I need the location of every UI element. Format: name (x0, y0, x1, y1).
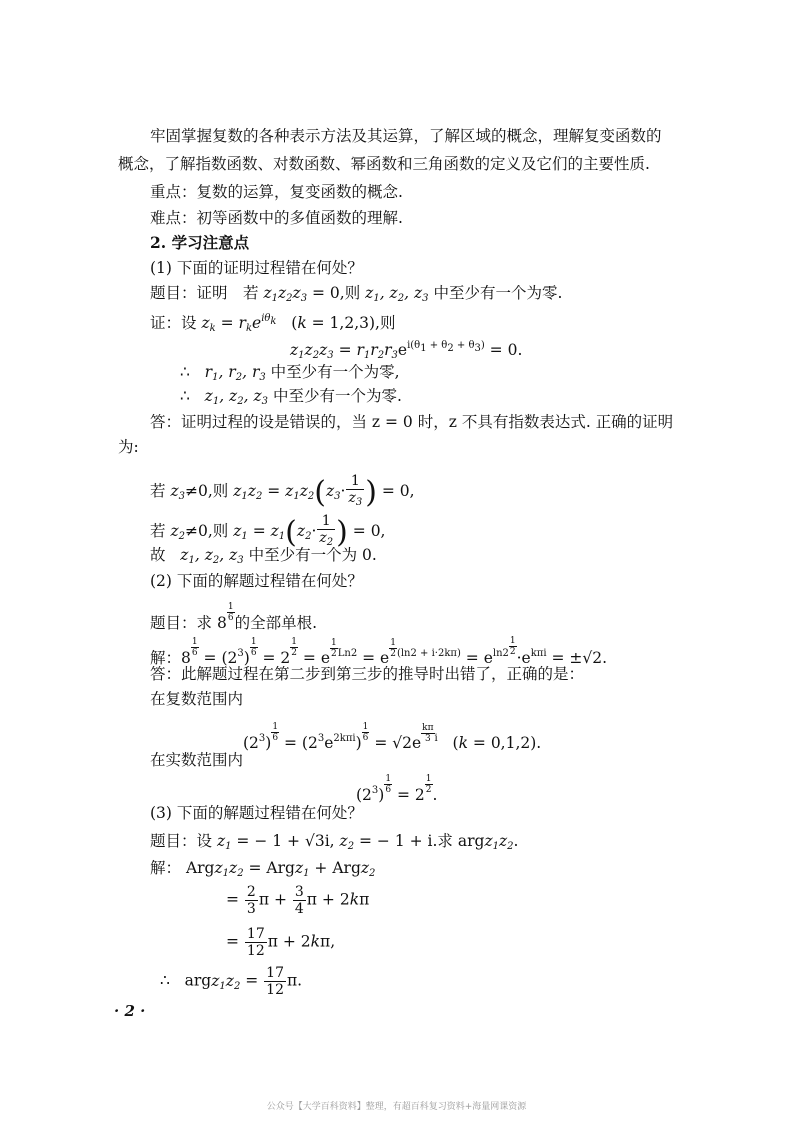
question-1-proof: 证：设 $z_k = r_ke^{i\theta_k}$ (k = 1,2,3),则 (150, 313, 396, 334)
footer-watermark: 公众号【大学百科资料】整理，有超百科复习资料+海量网课资源 (266, 1102, 527, 1112)
therefore-line-2 (180, 386, 402, 412)
intro-line-1: 牢固掌握复数的各种表示方法及其运算，了解区域的概念，理解复变函数的 (150, 127, 662, 145)
complex-range-label: 在复数范围内 (150, 690, 244, 708)
question-2-problem: 题目：求 8 $\frac{1}{6}$ 的全部单根. (150, 602, 317, 632)
conclusion-prefix: 故 (150, 546, 166, 564)
problem-prefix: 题目：设 (150, 832, 213, 850)
case-1: 若 $z_3\ne 0$,则 $z_1z_2 = z_1z_2(z_3\cdot$ $\frac{1}{z_3}$ ) = 0, (150, 473, 415, 510)
math-expression: $z_k = r_ke^{i\theta_k}$ (201, 313, 277, 334)
question-2-solution: 解：8 $\frac{1}{6}$ = $(2^3)$ $\frac{1}{6}$ = 2 $\frac{1}{2}$ = e $^{\frac{1}{2} Ln2}$ = e $^{\frac{1}{2} (ln2 + i\cdot 2k\pi)} = e^{ln2 \frac{1}{2}}$ $\cdot e^{k\pi i} = \pm√2$. (150, 636, 608, 667)
math-product-equation: $z_1z_2z_3 = r_1r_2r_3e^{i(\theta_1 + \theta_2 + \theta_3)} = 0$. (290, 340, 523, 361)
therefore-text: 中至少有一个为零. (272, 387, 402, 405)
math-expression: $r_1$, $r_2$, $r_3$ (204, 363, 266, 383)
math-expression: $z_1z_2z_3$ (263, 284, 308, 304)
answer-2: 答：此解题过程在第二步到第三步的推导时出错了，正确的是： (150, 665, 585, 683)
question-3-solution-line-2: = $\frac{2}{3}$ π + $\frac{3}{4}$ π + 2kπ (226, 884, 370, 917)
therefore-icon: ∴ (160, 971, 170, 990)
conclusion: 故 $z_1$, $z_2$, $z_3$ 中至少有一个为 0. (150, 546, 377, 566)
difficulties: 难点：初等函数中的多值函数的理解. (150, 209, 403, 227)
proof-prefix: 证：设 (150, 314, 197, 332)
real-range-label: 在实数范围内 (150, 751, 244, 769)
problem-prefix: 题目：求 (150, 614, 213, 632)
therefore-icon: ∴ (180, 387, 190, 405)
therefore-text: 中至少有一个为零, (270, 363, 400, 381)
problem-suffix: 中至少有一个为零. (433, 284, 563, 302)
proof-mid: 则 (379, 314, 396, 332)
math-expression: $z_1$, $z_2$, $z_3$ (365, 284, 429, 304)
intro-line-2: 概念，了解指数函数、对数函数、幂函数和三角函数的定义及它们的主要性质. (118, 155, 650, 173)
question-1-problem: 题目：证明 若 $z_1z_2z_3 = 0$,则 $z_1$, $z_2$, $z_3$ 中至少有一个为零. (150, 284, 563, 304)
case-prefix: 若 (150, 522, 166, 540)
therefore-line-1 (180, 362, 400, 388)
therefore-icon: ∴ (180, 363, 190, 381)
case-2: 若 $z_2\ne 0$,则 $z_1 = z_1(z_2\cdot$ $\frac{1}{z_2}$ ) = 0, (150, 513, 386, 550)
case-mid: 则 (212, 482, 229, 500)
case-mid: 则 (212, 522, 229, 540)
question-3-solution-line-3: = $\frac{17}{12}$ π + 2kπ, (226, 926, 336, 959)
key-points: 重点：复数的运算，复变函数的概念. (150, 183, 403, 201)
math-expression: $z_1$, $z_2$, $z_3$ (204, 387, 269, 407)
section-heading: 2. 学习注意点 (150, 233, 250, 252)
question-3-solution-line-4: ∴ $argz_1z_2$ = $\frac{17}{12}$ π. (160, 965, 303, 998)
question-2-title: (2) 下面的解题过程错在何处？ (150, 572, 363, 590)
page-number: · 2 · (114, 1002, 146, 1020)
question-1-title: (1) 下面的证明过程错在何处？ (150, 259, 363, 277)
problem-prefix: 题目：证明 若 (150, 284, 259, 302)
case-prefix: 若 (150, 482, 166, 500)
problem-suffix: 的全部单根. (234, 614, 317, 632)
solution-prefix: 解： (150, 649, 182, 667)
problem-mid: 求 (437, 832, 453, 850)
conclusion-suffix: 中至少有一个为 0. (248, 546, 377, 564)
question-3-problem: 题目：设 $z_1$ = − 1 + √3i, $z_2$ = − 1 + i.求 $argz_1z_2$. (150, 832, 519, 852)
question-3-solution-line-1: 解： $Argz_1z_2$ = Argz$_1$ + Argz$_2$ (150, 859, 376, 879)
question-3-title: (3) 下面的解题过程错在何处？ (150, 804, 363, 822)
complex-range-equation: $(2^3)$ $\frac{1}{6}$ = $(2^3e^{2k\pi i})$ $\frac{1}{6}$ = √2e $^{\frac{k\pi}{3} i}$ (k = 0,1,2). (243, 722, 542, 752)
real-range-equation: $(2^3)$ $\frac{1}{6}$ = 2 $\frac{1}{2}$ . (356, 774, 438, 804)
solution-prefix: 解： (150, 859, 182, 877)
answer-1-line-1: 答：证明过程的设是错误的，当 z = 0 时，z 不具有指数表达式. 正确的证明 (150, 413, 674, 431)
answer-1-line-2: 为: (118, 438, 139, 456)
